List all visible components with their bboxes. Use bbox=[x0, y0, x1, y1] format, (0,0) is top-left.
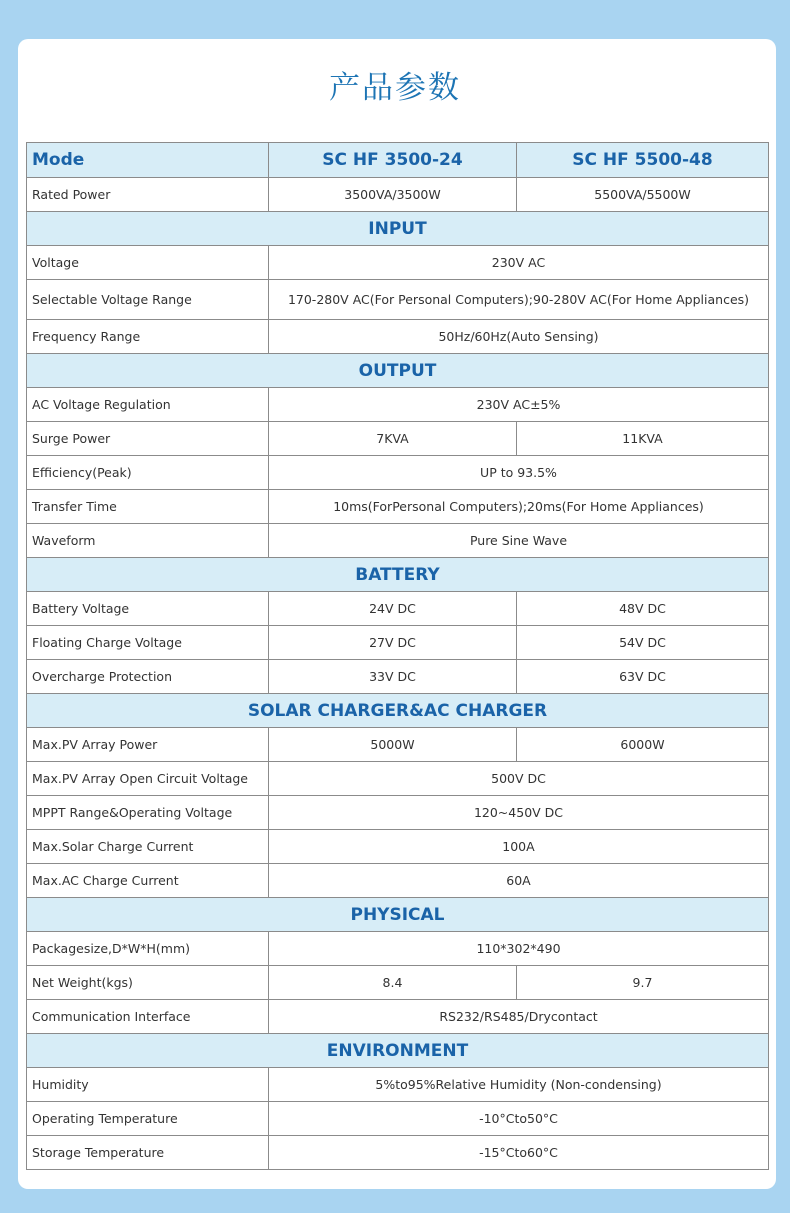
table-row bbox=[27, 966, 769, 1000]
row-label: Battery Voltage bbox=[27, 592, 269, 626]
table-row bbox=[27, 246, 769, 280]
row-label: Transfer Time bbox=[27, 490, 269, 524]
cell-value: 50Hz/60Hz(Auto Sensing) bbox=[269, 320, 769, 354]
table-row bbox=[27, 388, 769, 422]
cell-b: 5500VA/5500W bbox=[517, 178, 769, 212]
row-label: Humidity bbox=[27, 1068, 269, 1102]
model-b-header: SC HF 5500-48 bbox=[517, 143, 769, 178]
row-label: Frequency Range bbox=[27, 320, 269, 354]
row-label: Max.PV Array Open Circuit Voltage bbox=[27, 762, 269, 796]
page-title: 产品参数 bbox=[329, 70, 461, 106]
row-label: Storage Temperature bbox=[27, 1136, 269, 1170]
section-heading: ENVIRONMENT bbox=[27, 1034, 769, 1068]
table-row bbox=[27, 830, 769, 864]
table-row bbox=[27, 728, 769, 762]
row-label: Waveform bbox=[27, 524, 269, 558]
cell-a: 8.4 bbox=[269, 966, 517, 1000]
table-row bbox=[27, 864, 769, 898]
row-label: Operating Temperature bbox=[27, 1102, 269, 1136]
cell-value: -10°Cto50°C bbox=[269, 1102, 769, 1136]
table-row bbox=[27, 422, 769, 456]
row-label: Max.AC Charge Current bbox=[27, 864, 269, 898]
table-row bbox=[27, 932, 769, 966]
model-a-header: SC HF 3500-24 bbox=[269, 143, 517, 178]
cell-a: 5000W bbox=[269, 728, 517, 762]
cell-b: 6000W bbox=[517, 728, 769, 762]
cell-value: 60A bbox=[269, 864, 769, 898]
row-label: Net Weight(kgs) bbox=[27, 966, 269, 1000]
cell-b: 54V DC bbox=[517, 626, 769, 660]
table-row bbox=[27, 524, 769, 558]
table-row bbox=[27, 1102, 769, 1136]
cell-value: RS232/RS485/Drycontact bbox=[269, 1000, 769, 1034]
table-row bbox=[27, 490, 769, 524]
spec-table bbox=[26, 142, 769, 1170]
row-label: AC Voltage Regulation bbox=[27, 388, 269, 422]
section-heading: PHYSICAL bbox=[27, 898, 769, 932]
cell-a: 33V DC bbox=[269, 660, 517, 694]
cell-value: 500V DC bbox=[269, 762, 769, 796]
section-battery bbox=[27, 558, 769, 592]
cell-b: 11KVA bbox=[517, 422, 769, 456]
table-row bbox=[27, 1068, 769, 1102]
section-input bbox=[27, 212, 769, 246]
cell-value: 230V AC bbox=[269, 246, 769, 280]
row-label: Surge Power bbox=[27, 422, 269, 456]
table-row bbox=[27, 626, 769, 660]
section-environment bbox=[27, 1034, 769, 1068]
table-row bbox=[27, 1000, 769, 1034]
section-solar bbox=[27, 694, 769, 728]
table-row bbox=[27, 280, 769, 320]
row-label: Rated Power bbox=[27, 178, 269, 212]
cell-value: 10ms(ForPersonal Computers);20ms(For Home Appliances) bbox=[269, 490, 769, 524]
table-row bbox=[27, 796, 769, 830]
cell-value: 100A bbox=[269, 830, 769, 864]
table-row bbox=[27, 456, 769, 490]
cell-b: 63V DC bbox=[517, 660, 769, 694]
table-row bbox=[27, 178, 769, 212]
cell-value: Pure Sine Wave bbox=[269, 524, 769, 558]
section-heading: SOLAR CHARGER&AC CHARGER bbox=[27, 694, 769, 728]
table-row bbox=[27, 592, 769, 626]
section-physical bbox=[27, 898, 769, 932]
row-label: Max.PV Array Power bbox=[27, 728, 269, 762]
cell-value: -15°Cto60°C bbox=[269, 1136, 769, 1170]
cell-a: 24V DC bbox=[269, 592, 517, 626]
table-header-row bbox=[27, 143, 769, 178]
cell-value: 120~450V DC bbox=[269, 796, 769, 830]
cell-a: 27V DC bbox=[269, 626, 517, 660]
cell-value: 170-280V AC(For Personal Computers);90-280V AC(For Home Appliances) bbox=[269, 280, 769, 320]
table-row bbox=[27, 762, 769, 796]
section-output bbox=[27, 354, 769, 388]
mode-header: Mode bbox=[27, 143, 269, 178]
section-heading: INPUT bbox=[27, 212, 769, 246]
cell-value: 110*302*490 bbox=[269, 932, 769, 966]
row-label: Selectable Voltage Range bbox=[27, 280, 269, 320]
section-heading: BATTERY bbox=[27, 558, 769, 592]
cell-a: 7KVA bbox=[269, 422, 517, 456]
table-row bbox=[27, 660, 769, 694]
cell-value: 230V AC±5% bbox=[269, 388, 769, 422]
cell-b: 9.7 bbox=[517, 966, 769, 1000]
cell-value: 5%to95%Relative Humidity (Non-condensing) bbox=[269, 1068, 769, 1102]
cell-value: UP to 93.5% bbox=[269, 456, 769, 490]
cell-a: 3500VA/3500W bbox=[269, 178, 517, 212]
row-label: Packagesize,D*W*H(mm) bbox=[27, 932, 269, 966]
table-row bbox=[27, 320, 769, 354]
row-label: Efficiency(Peak) bbox=[27, 456, 269, 490]
row-label: Max.Solar Charge Current bbox=[27, 830, 269, 864]
row-label: Communication Interface bbox=[27, 1000, 269, 1034]
row-label: Overcharge Protection bbox=[27, 660, 269, 694]
row-label: MPPT Range&Operating Voltage bbox=[27, 796, 269, 830]
row-label: Floating Charge Voltage bbox=[27, 626, 269, 660]
cell-b: 48V DC bbox=[517, 592, 769, 626]
table-row bbox=[27, 1136, 769, 1170]
row-label: Voltage bbox=[27, 246, 269, 280]
section-heading: OUTPUT bbox=[27, 354, 769, 388]
